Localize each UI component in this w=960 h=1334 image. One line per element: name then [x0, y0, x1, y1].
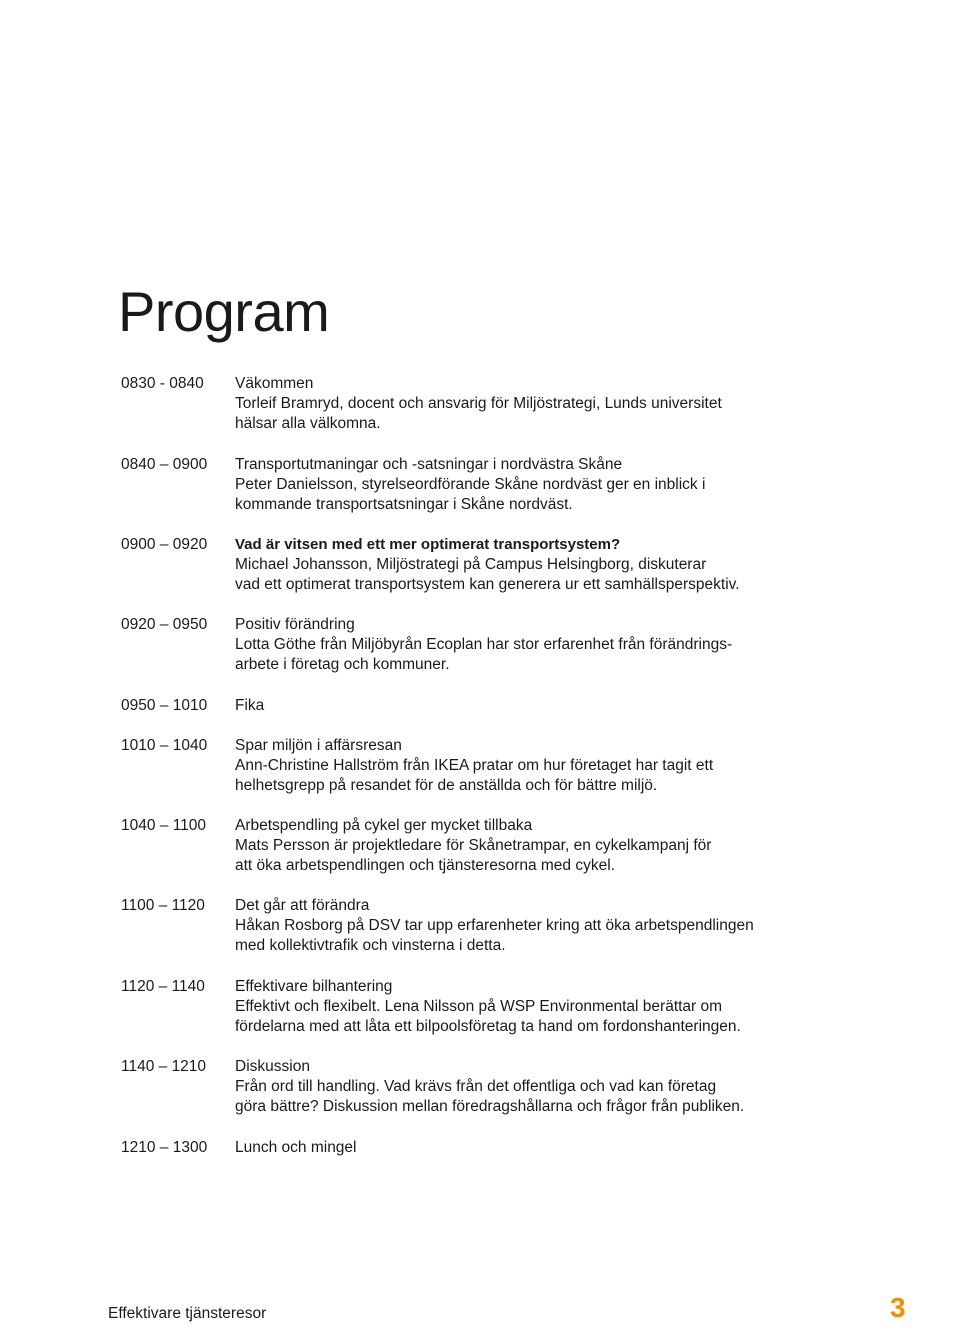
agenda-title: Vad är vitsen med ett mer optimerat transportsystem? — [235, 536, 621, 553]
agenda-content — [235, 455, 835, 515]
page-title: Program — [118, 280, 330, 343]
agenda-description-line: arbete i företag och kommuner. — [235, 656, 450, 673]
agenda-time: 1120 – 1140 — [121, 978, 205, 995]
agenda-time: 1210 – 1300 — [121, 1139, 208, 1156]
agenda-content — [235, 1057, 835, 1117]
agenda-description-line: Michael Johansson, Miljöstrategi på Campus Helsingborg, diskuterar — [235, 556, 707, 573]
agenda-description-line: Lotta Göthe från Miljöbyrån Ecoplan har stor erfarenhet från förändrings- — [235, 636, 733, 653]
agenda-content — [235, 896, 835, 956]
agenda-title: Diskussion — [235, 1058, 310, 1075]
agenda-time: 0900 – 0920 — [121, 536, 208, 553]
agenda-time: 1010 – 1040 — [121, 737, 208, 754]
agenda-content — [235, 977, 835, 1037]
agenda-title: Fika — [235, 697, 265, 714]
agenda-description-line: helhetsgrepp på resandet för de anställda och för bättre miljö. — [235, 777, 658, 794]
agenda-description-line: vad ett optimerat transportsystem kan generera ur ett samhällsperspektiv. — [235, 576, 740, 593]
agenda-time: 0830 - 0840 — [121, 375, 204, 392]
agenda-content — [235, 615, 835, 675]
agenda-content — [235, 696, 835, 716]
agenda-title: Väkommen — [235, 375, 314, 392]
agenda-time: 0950 – 1010 — [121, 697, 208, 714]
agenda-time: 1040 – 1100 — [121, 817, 207, 834]
agenda-description-line: Peter Danielsson, styrelseordförande Skåne nordväst ger en inblick i — [235, 476, 706, 493]
agenda-description-line: Torleif Bramryd, docent och ansvarig för Miljöstrategi, Lunds universitet — [235, 395, 722, 412]
agenda-description-line: hälsar alla välkomna. — [235, 415, 381, 432]
agenda-content — [235, 374, 835, 434]
agenda-description-line: fördelarna med att låta ett bilpoolsföretag ta hand om fordonshanteringen. — [235, 1018, 741, 1035]
agenda-description-line: med kollektivtrafik och vinsterna i detta. — [235, 937, 506, 954]
agenda-title: Transportutmaningar och -satsningar i nordvästra Skåne — [235, 456, 623, 473]
agenda-content — [235, 736, 835, 796]
agenda-description-line: Ann-Christine Hallström från IKEA pratar om hur företaget har tagit ett — [235, 757, 714, 774]
agenda-time: 1140 – 1210 — [121, 1058, 207, 1075]
agenda-title: Lunch och mingel — [235, 1139, 357, 1156]
agenda-content — [235, 1138, 835, 1158]
agenda-time: 0920 – 0950 — [121, 616, 208, 633]
agenda-time: 0840 – 0900 — [121, 456, 208, 473]
page-number: 3 — [890, 1292, 906, 1323]
agenda-title: Effektivare bilhantering — [235, 978, 393, 995]
agenda-description-line: Effektivt och flexibelt. Lena Nilsson på WSP Environmental berättar om — [235, 998, 723, 1015]
footer-publication-title: Effektivare tjänsteresor — [108, 1305, 267, 1322]
agenda-content — [235, 535, 835, 595]
agenda-description-line: att öka arbetspendlingen och tjänsteresorna med cykel. — [235, 857, 615, 874]
agenda-title: Det går att förändra — [235, 897, 370, 914]
agenda-description-line: göra bättre? Diskussion mellan föredragshållarna och frågor från publiken. — [235, 1098, 745, 1115]
agenda-time: 1100 – 1120 — [121, 897, 205, 914]
agenda-title: Arbetspendling på cykel ger mycket tillbaka — [235, 817, 533, 834]
agenda-description-line: kommande transportsatsningar i Skåne nordväst. — [235, 496, 573, 513]
agenda-content — [235, 816, 835, 876]
agenda-description-line: Från ord till handling. Vad krävs från det offentliga och vad kan företag — [235, 1078, 717, 1095]
agenda-description-line: Mats Persson är projektledare för Skånetrampar, en cykelkampanj för — [235, 837, 712, 854]
agenda-title: Spar miljön i affärsresan — [235, 737, 402, 754]
agenda-description-line: Håkan Rosborg på DSV tar upp erfarenheter kring att öka arbetspendlingen — [235, 917, 754, 934]
agenda-title: Positiv förändring — [235, 616, 355, 633]
